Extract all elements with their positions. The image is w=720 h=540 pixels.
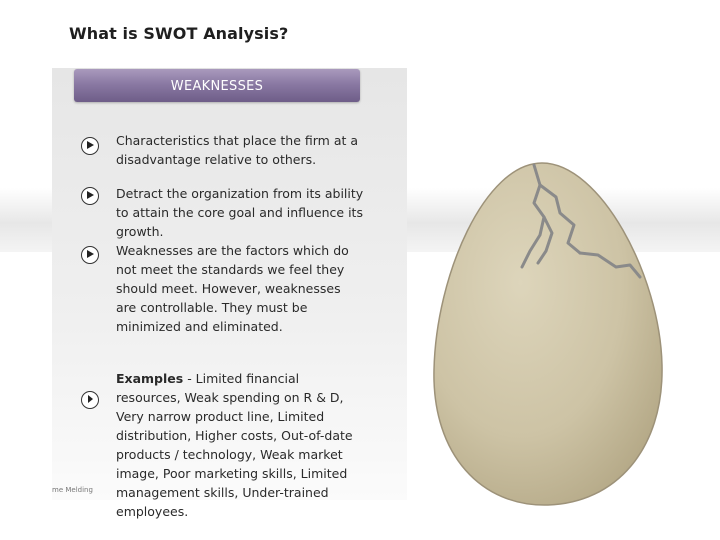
play-bullet-icon [81,137,99,155]
examples-label: Examples [116,371,184,386]
play-bullet-icon [81,391,99,409]
play-bullet-icon [81,246,99,264]
point-text: Weaknesses are the factors which do not meet the standards we feel they should meet. However, weaknesses are controllable. They must be minimized and eliminated. [116,243,349,334]
play-bullet-icon [81,187,99,205]
section-header: WEAKNESSES [74,69,360,102]
point-text: Detract the organization from its ability to attain the core goal and influence its growth. [116,186,364,239]
footer-text: me Melding [52,486,93,494]
point-text: Characteristics that place the firm at a disadvantage relative to others. [116,133,359,167]
examples-text [116,369,364,521]
examples-body: - Limited financial resources, Weak spending on R & D, Very narrow product line, Limited distribution, Higher costs, Out-of-date products / technology, Weak market image, Poor marketing skills, Limited management skills, Under-trained employees. [116,371,353,519]
cracked-egg-illustration [430,155,670,525]
slide-title: What is SWOT Analysis? [69,24,289,43]
